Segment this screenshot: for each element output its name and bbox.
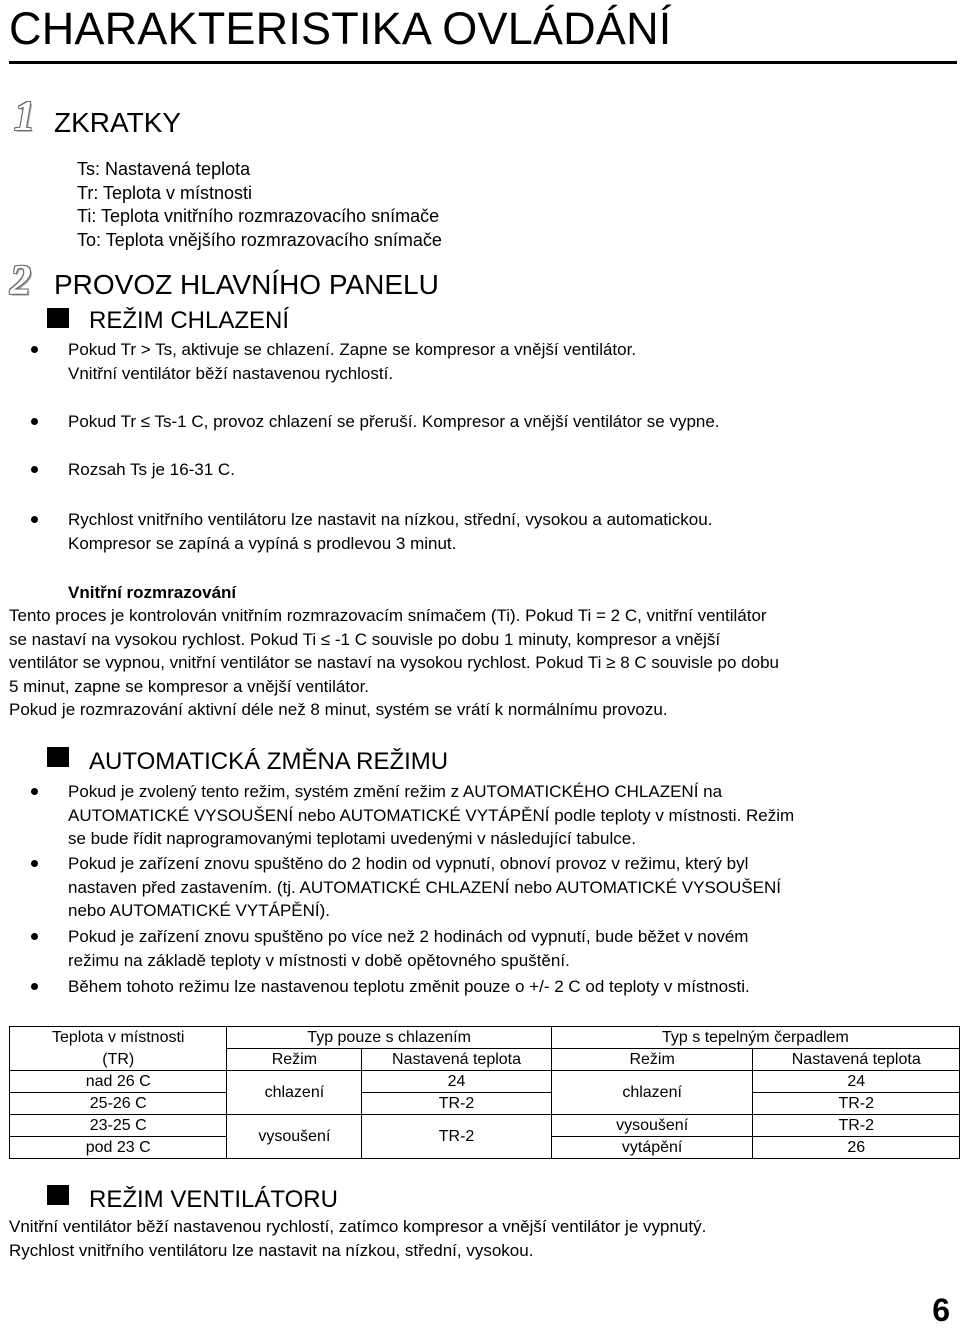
bullet-icon bbox=[31, 346, 38, 353]
auto-bullet-3 bbox=[68, 925, 748, 972]
title-rule bbox=[9, 61, 957, 64]
table-cell: vytápění bbox=[551, 1137, 753, 1159]
table-header-cell: Nastavená teplota bbox=[753, 1049, 960, 1071]
table-row bbox=[10, 1093, 960, 1115]
mode-temperature-table bbox=[9, 1026, 960, 1159]
auto-bullet-2-line: Pokud je zařízení znovu spuštěno do 2 hodin od vypnutí, obnoví provoz v režimu, který byl bbox=[68, 854, 749, 873]
section-heading-abbreviations: ZKRATKY bbox=[54, 107, 182, 138]
cooling-bullet-3: Rozsah Ts je 16-31 C. bbox=[68, 460, 235, 479]
cooling-bullet-2: Pokud Tr ≤ Ts-1 C, provoz chlazení se přeruší. Kompresor a vnější ventilátor se vypne. bbox=[68, 412, 720, 431]
section-heading-main-panel: PROVOZ HLAVNÍHO PANELU bbox=[54, 269, 439, 300]
square-bullet-icon bbox=[47, 747, 69, 767]
auto-bullet-3-line: režimu na základě teploty v místnosti v době opětovného spuštění. bbox=[68, 950, 570, 970]
table-header-cell: Režim bbox=[551, 1049, 753, 1071]
defrost-line: Tento proces je kontrolován vnitřním rozmrazovacím snímačem (Ti). Pokud Ti = 2 C, vnitřní ventilátor bbox=[9, 606, 767, 625]
fan-line: Vnitřní ventilátor běží nastavenou rychlostí, zatímco kompresor a vnější ventilátor je vypnutý. bbox=[9, 1217, 707, 1236]
table-cell: 23-25 C bbox=[10, 1115, 227, 1137]
table-header-cell: Teplota v místnosti bbox=[10, 1027, 227, 1049]
table-cell: 24 bbox=[753, 1071, 960, 1093]
table-cell: 26 bbox=[753, 1137, 960, 1159]
table-row bbox=[10, 1049, 960, 1071]
auto-bullet-2-line: nebo AUTOMATICKÉ VYTÁPĚNÍ). bbox=[68, 901, 331, 920]
table-cell: TR-2 bbox=[362, 1115, 552, 1159]
bullet-icon bbox=[31, 788, 38, 795]
table-cell: vysoušení bbox=[551, 1115, 753, 1137]
cooling-bullet-4-line: Kompresor se zapíná a vypíná s prodlevou 3 minut. bbox=[68, 533, 457, 553]
defrost-line: Pokud je rozmrazování aktivní déle než 8 minut, systém se vrátí k normálnímu provozu. bbox=[9, 700, 668, 719]
bullet-icon bbox=[31, 933, 38, 940]
page-title: CHARAKTERISTIKA OVLÁDÁNÍ bbox=[9, 3, 672, 54]
table-header-cell: Nastavená teplota bbox=[362, 1049, 552, 1071]
abbreviation-item: To: Teplota vnějšího rozmrazovacího snímače bbox=[77, 229, 442, 250]
table-row bbox=[10, 1071, 960, 1093]
auto-bullet-1 bbox=[68, 780, 794, 851]
bullet-icon bbox=[31, 983, 38, 990]
table-header-cell: (TR) bbox=[10, 1049, 227, 1071]
table-cell: TR-2 bbox=[362, 1093, 552, 1115]
abbreviation-item: Ts: Nastavená teplota bbox=[77, 159, 251, 179]
auto-bullet-1-line: se bude řídit naprogramovanými teplotami uvedenými v následující tabulce. bbox=[68, 829, 636, 848]
cooling-bullet-1-line: Vnitřní ventilátor běží nastavenou rychlostí. bbox=[68, 363, 394, 383]
defrost-paragraph bbox=[9, 604, 779, 722]
table-cell: 24 bbox=[362, 1071, 552, 1093]
cooling-bullet-1-line: Pokud Tr > Ts, aktivuje se chlazení. Zapne se kompresor a vnější ventilátor. bbox=[68, 340, 637, 359]
page-number: 6 bbox=[932, 1292, 950, 1328]
section-number-2: 2 bbox=[10, 258, 31, 304]
section-number-1: 1 bbox=[14, 94, 35, 140]
table-cell: 25-26 C bbox=[10, 1093, 227, 1115]
table-cell: vysoušení bbox=[227, 1115, 362, 1159]
table-cell: chlazení bbox=[551, 1071, 753, 1115]
defrost-heading: Vnitřní rozmrazování bbox=[68, 583, 237, 602]
fan-paragraph bbox=[9, 1215, 706, 1262]
table-row bbox=[10, 1115, 960, 1137]
auto-bullet-3-line: Pokud je zařízení znovu spuštěno po více než 2 hodinách od vypnutí, bude běžet v novém bbox=[68, 927, 749, 946]
abbreviation-item: Ti: Teplota vnitřního rozmrazovacího snímače bbox=[77, 206, 440, 226]
auto-bullet-2-line: nastaven před zastavením. (tj. AUTOMATICKÉ CHLAZENÍ nebo AUTOMATICKÉ VYSOUŠENÍ bbox=[68, 877, 781, 897]
table-header-cell: Typ pouze s chlazením bbox=[227, 1027, 551, 1049]
defrost-line: 5 minut, zapne se kompresor a vnější ventilátor. bbox=[9, 676, 370, 696]
bullet-icon bbox=[31, 466, 38, 473]
auto-bullet-2 bbox=[68, 852, 781, 923]
table-cell: TR-2 bbox=[753, 1115, 960, 1137]
subheading-fan-mode: REŽIM VENTILÁTORU bbox=[89, 1186, 338, 1213]
table-cell: nad 26 C bbox=[10, 1071, 227, 1093]
table-header-cell: Typ s tepelným čerpadlem bbox=[551, 1027, 959, 1049]
bullet-icon bbox=[31, 418, 38, 425]
bullet-icon bbox=[31, 516, 38, 523]
square-bullet-icon bbox=[47, 1185, 69, 1205]
subheading-cooling-mode: REŽIM CHLAZENÍ bbox=[89, 307, 290, 334]
bullet-icon bbox=[31, 860, 38, 867]
table-row bbox=[10, 1027, 960, 1049]
auto-bullet-1-line: AUTOMATICKÉ VYSOUŠENÍ nebo AUTOMATICKÉ VYTÁPĚNÍ podle teploty v místnosti. Režim bbox=[68, 805, 795, 825]
subheading-auto-mode: AUTOMATICKÁ ZMĚNA REŽIMU bbox=[89, 748, 449, 775]
cooling-bullet-4-line: Rychlost vnitřního ventilátoru lze nastavit na nízkou, střední, vysokou a automatickou. bbox=[68, 510, 713, 529]
table-cell: chlazení bbox=[227, 1071, 362, 1115]
table-cell: pod 23 C bbox=[10, 1137, 227, 1159]
table-header-cell: Režim bbox=[227, 1049, 362, 1071]
square-bullet-icon bbox=[47, 308, 69, 328]
cooling-bullet-1 bbox=[68, 338, 636, 385]
table-cell: TR-2 bbox=[753, 1093, 960, 1115]
abbreviation-list bbox=[77, 158, 442, 252]
defrost-line: ventilátor se vypnou, vnitřní ventilátor se nastaví na vysokou rychlost. Pokud Ti ≥ 8 C souvisle po dobu bbox=[9, 653, 780, 672]
auto-bullet-4: Během tohoto režimu lze nastavenou teplotu změnit pouze o +/- 2 C od teploty v místnosti. bbox=[68, 977, 750, 996]
cooling-bullet-4 bbox=[68, 508, 712, 555]
fan-line: Rychlost vnitřního ventilátoru lze nastavit na nízkou, střední, vysokou. bbox=[9, 1240, 534, 1260]
auto-bullet-1-line: Pokud je zvolený tento režim, systém změní režim z AUTOMATICKÉHO CHLAZENÍ na bbox=[68, 782, 723, 801]
defrost-line: se nastaví na vysokou rychlost. Pokud Ti ≤ -1 C souvisle po dobu 1 minuty, kompresor a vnější bbox=[9, 629, 721, 649]
abbreviation-item: Tr: Teplota v místnosti bbox=[77, 182, 253, 203]
